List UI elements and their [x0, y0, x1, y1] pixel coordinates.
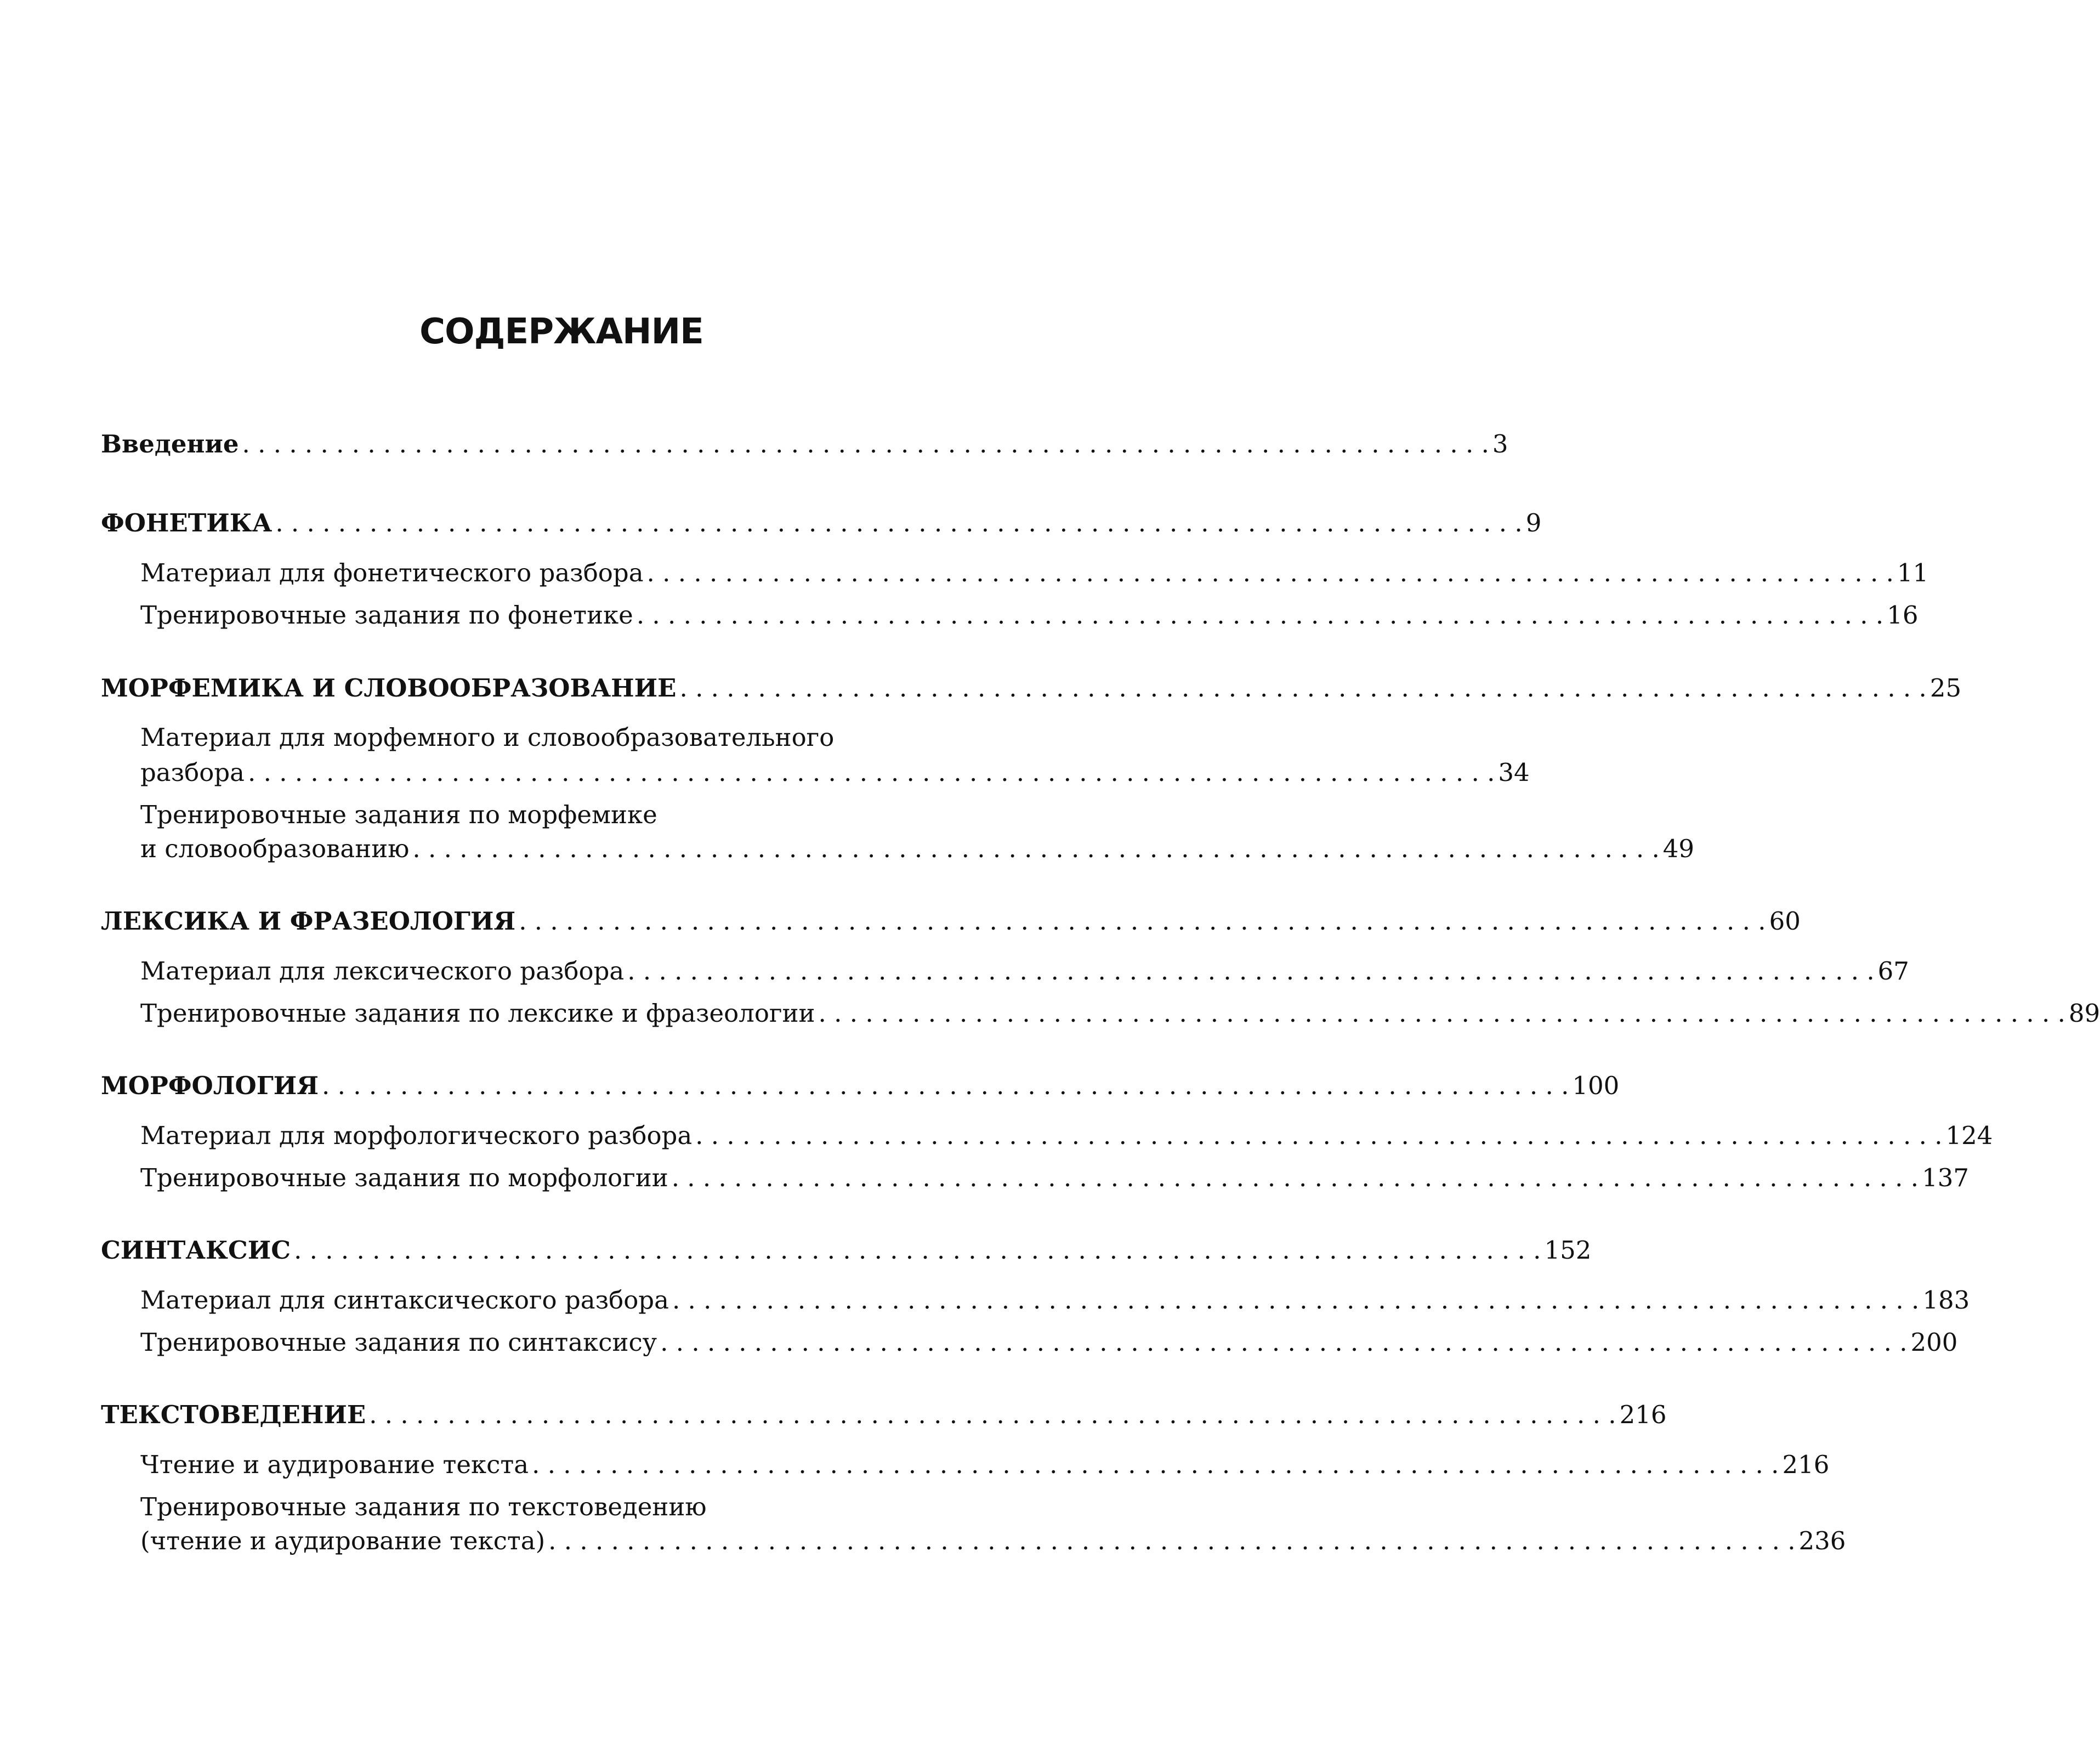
toc-entry-text-training-line1: Тренировочные задания по текстоведению — [140, 1492, 707, 1521]
toc-entry-page: 9 — [1525, 508, 1542, 537]
toc-entry-page: 16 — [1887, 601, 1919, 630]
toc-entry-lexicon-material — [140, 952, 1909, 991]
dot-leader: . . . . . . . . . . . . . . . . . . . . . . . . . . . . . . . . . . . . . . . . . . . . . . . . . . . . . . . . . . . . . . . . . . . . . . . . . . . . . . . . — [636, 601, 1884, 630]
toc-entry-morphemics-material — [140, 753, 1530, 792]
toc-entry-page: 67 — [1877, 956, 1909, 986]
dot-leader: . . . . . . . . . . . . . . . . . . . . . . . . . . . . . . . . . . . . . . . . . . . . . . . . . . . . . . . . . . . . . . . . . . . . . . . . . . . . . . . . — [627, 956, 1875, 986]
toc-entry-text-reading — [140, 1445, 1830, 1485]
toc-entry-label: СИНТАКСИС — [101, 1236, 291, 1265]
dot-leader: . . . . . . . . . . . . . . . . . . . . . . . . . . . . . . . . . . . . . . . . . . . . . . . . . . . . . . . . . . . . . . . . . . . . . . . . . . . . . . . . — [695, 1121, 1943, 1150]
toc-entry-label: МОРФЕМИКА И СЛОВООБРАЗОВАНИЕ — [101, 673, 677, 703]
toc-entry-label: Тренировочные задания по лексике и фразеологии — [140, 999, 815, 1028]
toc-entry-syntax-material — [140, 1281, 1970, 1320]
toc-entry-morphemics-material-line1: Материал для морфемного и словообразовательного — [140, 723, 835, 752]
toc-entry-label: ФОНЕТИКА — [101, 508, 273, 537]
dot-leader: . . . . . . . . . . . . . . . . . . . . . . . . . . . . . . . . . . . . . . . . . . . . . . . . . . . . . . . . . . . . . . . . . . . . . . . . . . . . . . . . — [412, 834, 1660, 863]
dot-leader: . . . . . . . . . . . . . . . . . . . . . . . . . . . . . . . . . . . . . . . . . . . . . . . . . . . . . . . . . . . . . . . . . . . . . . . . . . . . . . . . — [548, 1526, 1796, 1555]
toc-entry-morphology-material — [140, 1116, 1993, 1156]
dot-leader: . . . . . . . . . . . . . . . . . . . . . . . . . . . . . . . . . . . . . . . . . . . . . . . . . . . . . . . . . . . . . . . . . . . . . . . . . . . . . . . . — [519, 907, 1766, 936]
toc-entry-phonetics-training — [140, 596, 1919, 635]
dot-leader: . . . . . . . . . . . . . . . . . . . . . . . . . . . . . . . . . . . . . . . . . . . . . . . . . . . . . . . . . . . . . . . . . . . . . . . . . . . . . . . . — [322, 1071, 1569, 1100]
toc-entry-label: Материал для морфологического разбора — [140, 1121, 693, 1150]
toc-entry-label: Материал для лексического разбора — [140, 956, 625, 986]
toc-entry-label: ЛЕКСИКА И ФРАЗЕОЛОГИЯ — [101, 907, 516, 936]
toc-entry-page: 124 — [1945, 1121, 1993, 1150]
toc-entry-page: 11 — [1897, 558, 1929, 587]
toc-entry-page: 137 — [1922, 1163, 1969, 1192]
toc-entry-syntax-training — [140, 1323, 1958, 1362]
toc-entry-text-studies — [101, 1395, 1667, 1435]
dot-leader: . . . . . . . . . . . . . . . . . . . . . . . . . . . . . . . . . . . . . . . . . . . . . . . . . . . . . . . . . . . . . . . . . . . . . . . . . . . . . . . . — [646, 558, 1894, 587]
toc-entry-label: ТЕКСТОВЕДЕНИЕ — [101, 1400, 366, 1429]
toc-entry-page: 34 — [1498, 758, 1530, 787]
toc-entry-label: Материал для фонетического разбора — [140, 558, 644, 587]
toc-entry-label: и словообразованию — [140, 834, 410, 863]
toc-entry-label: МОРФОЛОГИЯ — [101, 1071, 319, 1100]
dot-leader: . . . . . . . . . . . . . . . . . . . . . . . . . . . . . . . . . . . . . . . . . . . . . . . . . . . . . . . . . . . . . . . . . . . . . . . . . . . . . . . . — [248, 758, 1495, 787]
toc-entry-page: 216 — [1782, 1450, 1830, 1479]
dot-leader: . . . . . . . . . . . . . . . . . . . . . . . . . . . . . . . . . . . . . . . . . . . . . . . . . . . . . . . . . . . . . . . . . . . . . . . . . . . . . . . . — [369, 1400, 1616, 1429]
toc-entry-label: Тренировочные задания по морфологии — [140, 1163, 668, 1192]
dot-leader: . . . . . . . . . . . . . . . . . . . . . . . . . . . . . . . . . . . . . . . . . . . . . . . . . . . . . . . . . . . . . . . . . . . . . . . . . . . . . . . . — [679, 673, 1927, 703]
toc-entry-page: 25 — [1929, 673, 1962, 703]
toc-entry-morphology-training — [140, 1158, 1969, 1198]
dot-leader: . . . . . . . . . . . . . . . . . . . . . . . . . . . . . . . . . . . . . . . . . . . . . . . . . . . . . . . . . . . . . . . . . . . . . . . . . . . . . . . . — [532, 1450, 1779, 1479]
dot-leader: . . . . . . . . . . . . . . . . . . . . . . . . . . . . . . . . . . . . . . . . . . . . . . . . . . . . . . . . . . . . . . . . . . . . . . . . . . . . . . . . — [275, 508, 1523, 537]
toc-entry-phonetics-material — [140, 553, 1929, 593]
dot-leader: . . . . . . . . . . . . . . . . . . . . . . . . . . . . . . . . . . . . . . . . . . . . . . . . . . . . . . . . . . . . . . . . . . . . . . . . . . . . . . . . — [660, 1328, 1908, 1357]
toc-entry-page: 200 — [1910, 1328, 1958, 1357]
toc-entry-label: Чтение и аудирование текста — [140, 1450, 529, 1479]
toc-entry-label: Тренировочные задания по фонетике — [140, 601, 633, 630]
toc-entry-label: Тренировочные задания по синтаксису — [140, 1328, 657, 1357]
toc-entry-text-training — [140, 1521, 1846, 1561]
dot-leader: . . . . . . . . . . . . . . . . . . . . . . . . . . . . . . . . . . . . . . . . . . . . . . . . . . . . . . . . . . . . . . . . . . . . . . . . . . . . . . . . — [672, 1286, 1920, 1315]
toc-entry-morphemics-training-line1: Тренировочные задания по морфемике — [140, 800, 657, 829]
dot-leader: . . . . . . . . . . . . . . . . . . . . . . . . . . . . . . . . . . . . . . . . . . . . . . . . . . . . . . . . . . . . . . . . . . . . . . . . . . . . . . . . — [294, 1236, 1541, 1265]
toc-entry-page: 60 — [1769, 907, 1801, 936]
toc-entry-lexicon-training — [140, 994, 2100, 1033]
toc-entry-morphemics — [101, 669, 1962, 708]
toc-entry-page: 89 — [2068, 999, 2100, 1028]
toc-entry-phonetics — [101, 503, 1542, 543]
toc-entry-page: 216 — [1619, 1400, 1667, 1429]
toc-entry-page: 152 — [1544, 1236, 1592, 1265]
toc-entry-page: 100 — [1572, 1071, 1620, 1100]
dot-leader: . . . . . . . . . . . . . . . . . . . . . . . . . . . . . . . . . . . . . . . . . . . . . . . . . . . . . . . . . . . . . . . . . . . . . . . . . . . . . . . . — [242, 429, 1489, 458]
toc-entry-label: Материал для синтаксического разбора — [140, 1286, 669, 1315]
page-title: СОДЕРЖАНИЕ — [419, 312, 703, 352]
toc-entry-label: Введение — [101, 429, 239, 458]
toc-entry-morphology — [101, 1066, 1620, 1106]
toc-entry-page: 236 — [1798, 1526, 1846, 1555]
toc-entry-lexicon — [101, 902, 1801, 941]
dot-leader: . . . . . . . . . . . . . . . . . . . . . . . . . . . . . . . . . . . . . . . . . . . . . . . . . . . . . . . . . . . . . . . . . . . . . . . . . . . . . . . . — [671, 1163, 1919, 1192]
toc-entry-morphemics-training — [140, 829, 1695, 869]
toc-entry-syntax — [101, 1231, 1592, 1270]
dot-leader: . . . . . . . . . . . . . . . . . . . . . . . . . . . . . . . . . . . . . . . . . . . . . . . . . . . . . . . . . . . . . . . . . . . . . . . . . . . . . . . . — [818, 999, 2065, 1028]
toc-entry-page: 3 — [1492, 429, 1508, 458]
toc-entry-page: 49 — [1662, 834, 1695, 863]
toc-entry-label: разбора — [140, 758, 245, 787]
toc-entry-intro — [101, 424, 1508, 464]
toc-entry-label: (чтение и аудирование текста) — [140, 1526, 546, 1555]
toc-entry-page: 183 — [1922, 1286, 1970, 1315]
